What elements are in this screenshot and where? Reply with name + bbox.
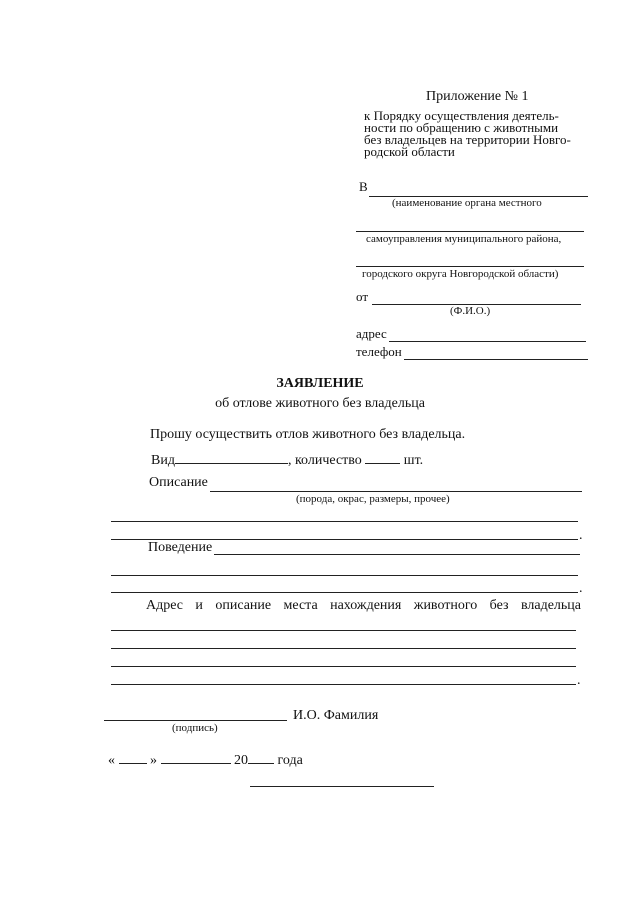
authority-caption-1: (наименование органа местного xyxy=(392,197,542,209)
signature-field[interactable] xyxy=(104,720,287,721)
location-label: Адрес и описание места нахождения животного без владельца xyxy=(146,598,581,613)
description-field[interactable] xyxy=(210,491,582,492)
closing-line xyxy=(250,786,434,787)
kind-label: Вид xyxy=(151,453,175,468)
date-row xyxy=(108,751,303,769)
to-prefix: В xyxy=(359,179,368,194)
location-period: . xyxy=(577,673,581,688)
behavior-label: Поведение xyxy=(148,540,213,555)
address-field[interactable] xyxy=(389,341,586,342)
authority-field-line-3[interactable] xyxy=(356,266,584,267)
appendix-title: Приложение № 1 xyxy=(426,89,529,104)
phone-label: телефон xyxy=(356,344,402,359)
behavior-line-2[interactable] xyxy=(111,575,578,576)
date-month-field[interactable] xyxy=(161,751,231,764)
behavior-field[interactable] xyxy=(214,554,580,555)
date-open-quote: « xyxy=(108,753,115,768)
phone-field[interactable] xyxy=(404,359,588,360)
unit-label: шт. xyxy=(403,453,424,468)
authority-field-line-2[interactable] xyxy=(356,231,584,232)
fio-caption: (Ф.И.О.) xyxy=(450,305,491,317)
location-line-2[interactable] xyxy=(111,648,576,649)
location-line-1[interactable] xyxy=(111,630,576,631)
behavior-line-3[interactable] xyxy=(111,592,578,593)
appendix-line: к Порядку осуществления деятель- xyxy=(364,108,559,123)
quantity-field[interactable] xyxy=(365,451,400,464)
authority-caption-3: городского округа Новгородской области) xyxy=(362,268,559,280)
description-line-2[interactable] xyxy=(111,521,578,522)
signature-caption: (подпись) xyxy=(172,722,218,734)
location-line-3[interactable] xyxy=(111,666,576,667)
address-label: адрес xyxy=(356,326,387,341)
appendix-description xyxy=(364,110,571,158)
request-text: Прошу осуществить отлов животного без владельца. xyxy=(150,427,466,442)
description-period: . xyxy=(579,528,583,543)
from-prefix: от xyxy=(356,289,369,304)
year-suffix: года xyxy=(277,753,303,768)
date-year-field[interactable] xyxy=(248,751,274,764)
appendix-line: ности по обращению с животными xyxy=(364,120,559,135)
authority-caption-2: самоуправления муниципального района, xyxy=(366,233,562,245)
document-subtitle: об отлове животного без владельца xyxy=(215,396,425,411)
appendix-line: без владельцев на территории Новго- xyxy=(364,132,571,147)
quantity-label: , количество xyxy=(287,453,362,468)
date-close-quote: » xyxy=(150,753,157,768)
signer-name: И.О. Фамилия xyxy=(293,708,379,723)
document-title: ЗАЯВЛЕНИЕ xyxy=(276,376,364,391)
year-prefix: 20 xyxy=(234,753,248,768)
behavior-period: . xyxy=(579,581,583,596)
location-line-4[interactable] xyxy=(111,684,576,685)
date-day-field[interactable] xyxy=(119,751,147,764)
description-caption: (порода, окрас, размеры, прочее) xyxy=(296,493,450,505)
kind-field[interactable] xyxy=(175,451,288,464)
description-label: Описание xyxy=(149,475,208,490)
appendix-line: родской области xyxy=(364,144,455,159)
kind-row xyxy=(151,451,423,469)
